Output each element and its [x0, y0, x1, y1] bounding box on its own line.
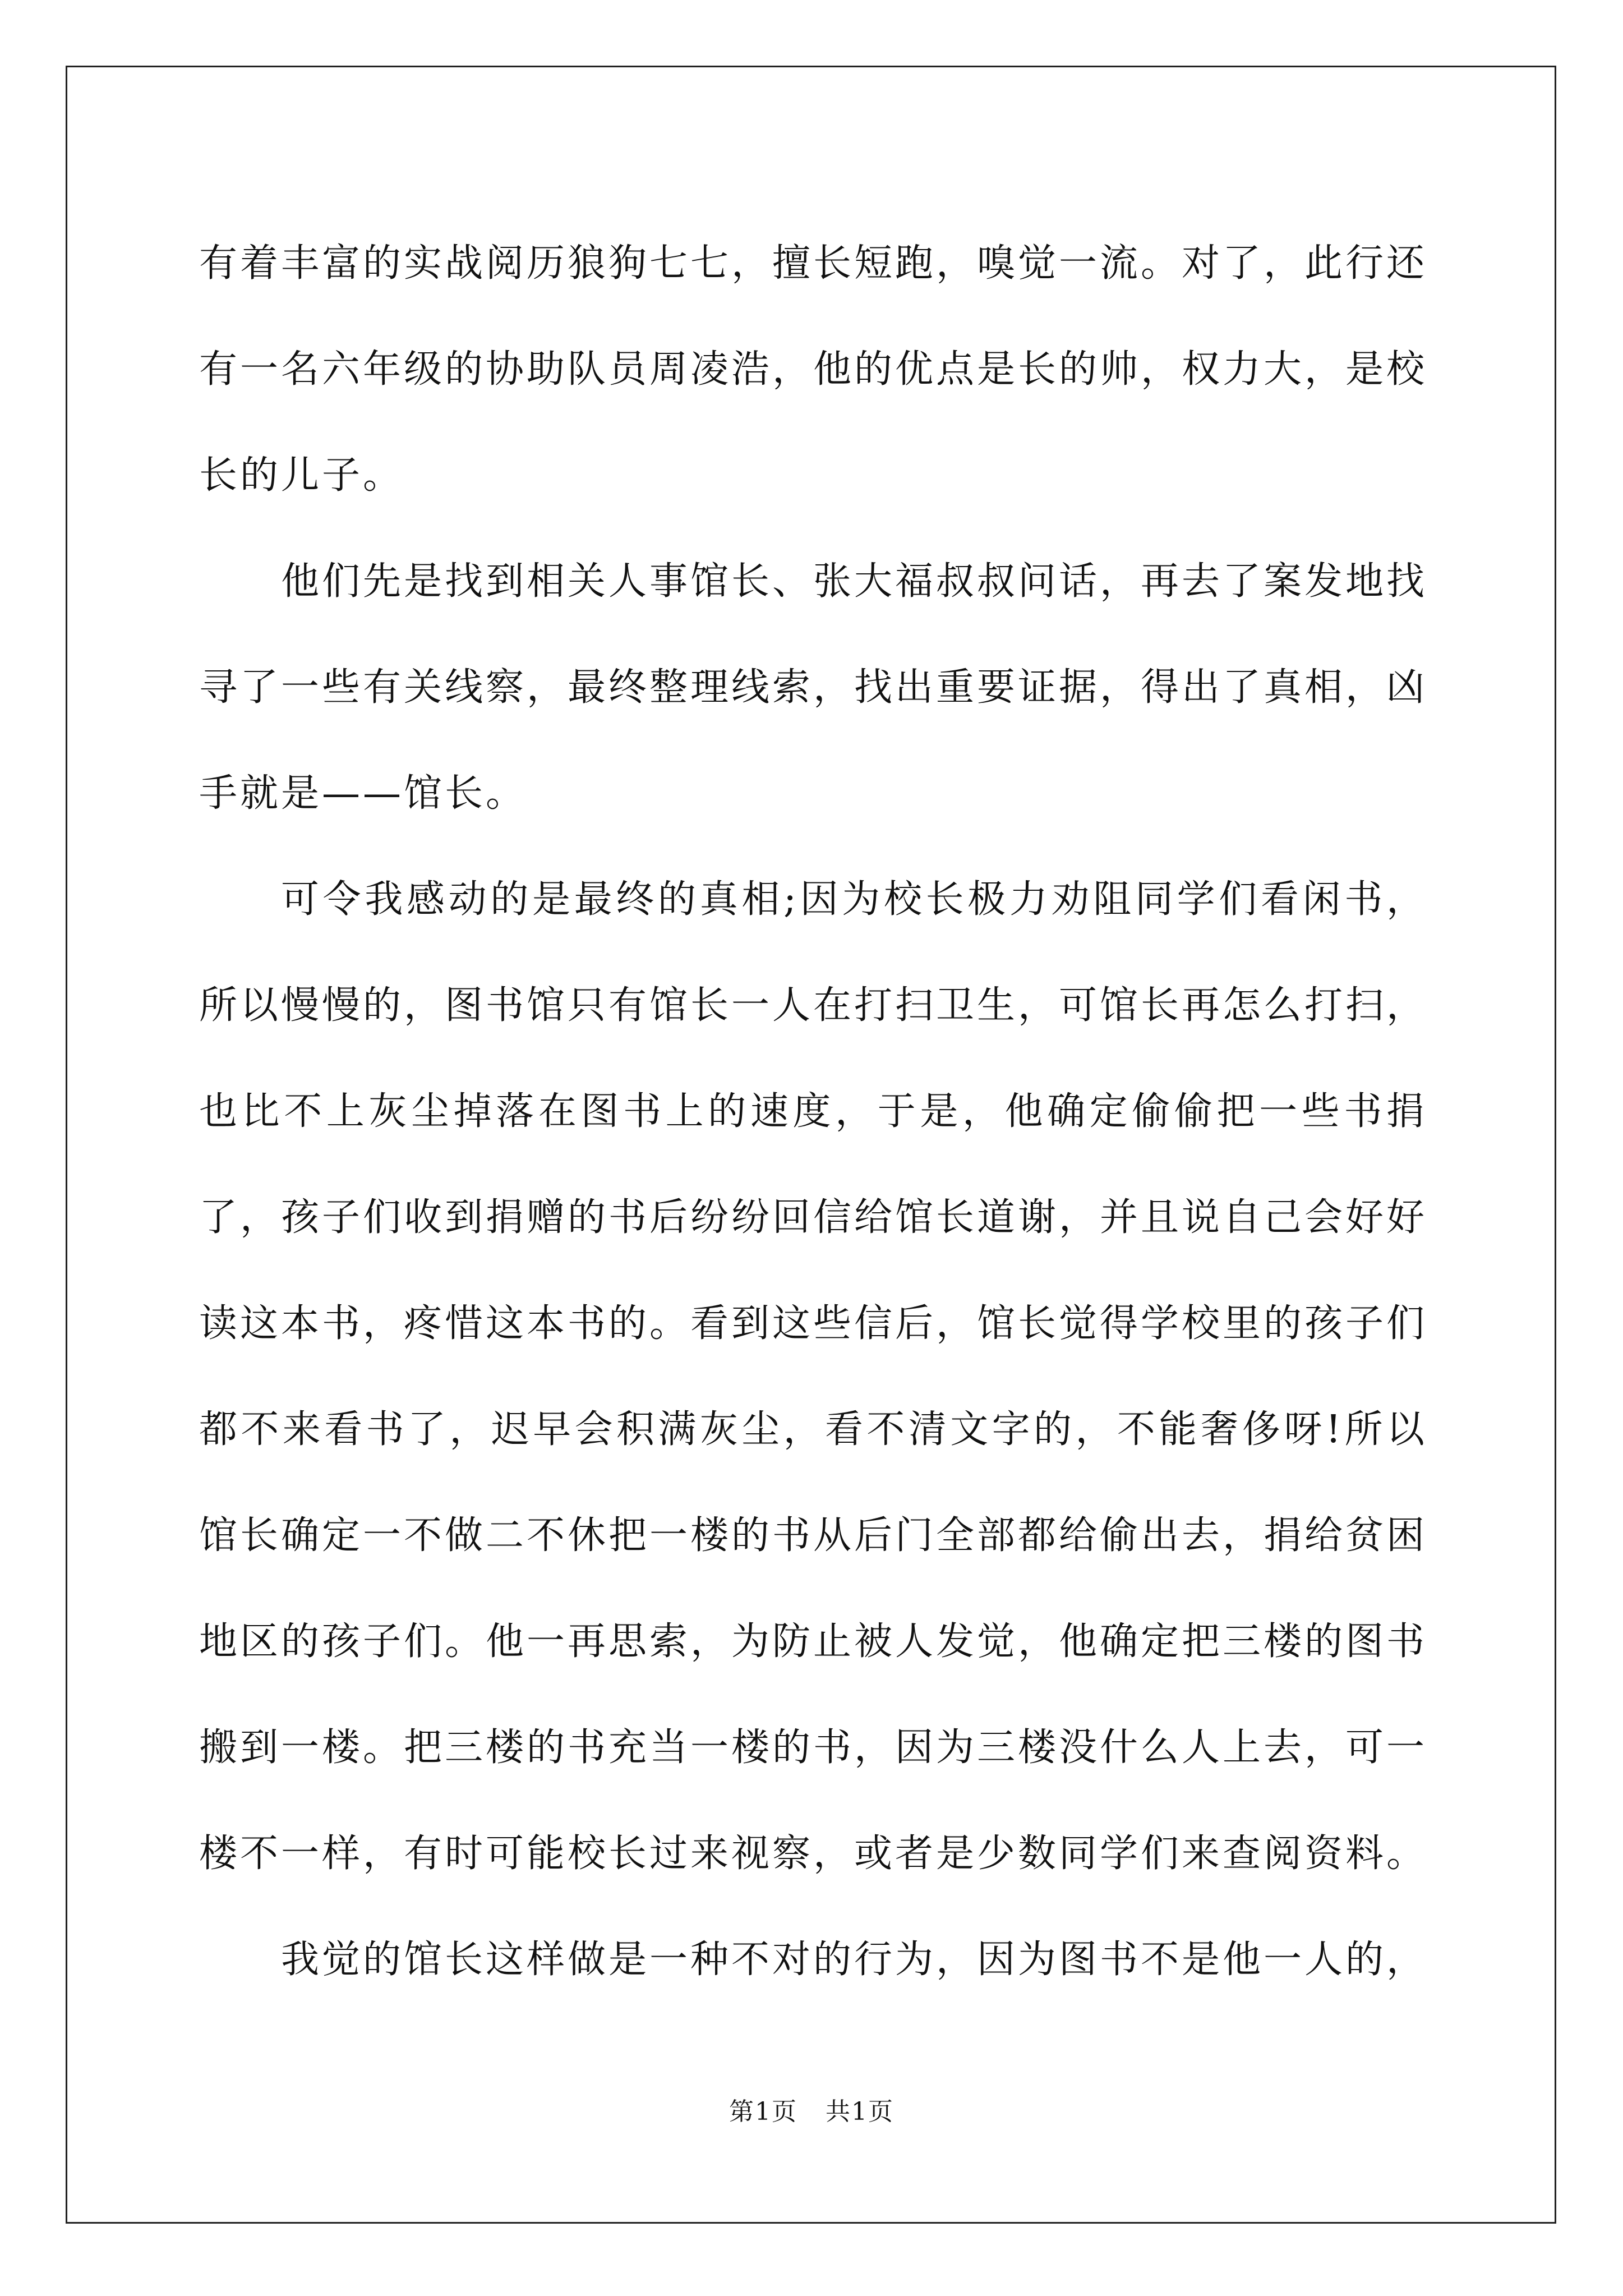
paragraph-4: 我觉的馆长这样做是一种不对的行为，因为图书不是他一人的，	[281, 1938, 1428, 1982]
page-total: 共1页	[826, 2097, 894, 2126]
page-number: 第1页	[729, 2097, 797, 2126]
document-body	[199, 210, 1427, 2013]
paragraph-2: 他们先是找到相关人事馆长、张大福叔叔问话，再去了案发地找寻了一些有关线察，最终整理线索，找出重要证据，得出了真相，凶手就是——馆长。	[199, 559, 1428, 816]
page-footer	[0, 2095, 1623, 2129]
paragraph-1: 有着丰富的实战阅历狼狗七七，擅长短跑，嗅觉一流。对了，此行还有一名六年级的协助队员周凌浩，他的优点是长的帅，权力大，是校长的儿子。	[199, 241, 1428, 498]
paragraph-3: 可令我感动的是最终的真相;因为校长极力劝阻同学们看闲书，所以慢慢的，图书馆只有馆长一人在打扫卫生，可馆长再怎么打扫，也比不上灰尘掉落在图书上的速度，于是，他确定偷偷把一些书捐了，孩子们收到捐赠的书后纷纷回信给馆长道谢，并且说自己会好好读这本书，疼惜这本书的。看到这些信后，馆长觉得学校里的孩子们都不来看书了，迟早会积满灰尘，看不清文字的，不能奢侈呀!所以馆长确定一不做二不休把一楼的书从后门全部都给偷出去，捐给贫困地区的孩子们。他一再思索，为防止被人发觉，他确定把三楼的图书搬到一楼。把三楼的书充当一楼的书，因为三楼没什么人上去，可一楼不一样，有时可能校长过来视察，或者是少数同学们来查阅资料。	[199, 877, 1428, 1876]
